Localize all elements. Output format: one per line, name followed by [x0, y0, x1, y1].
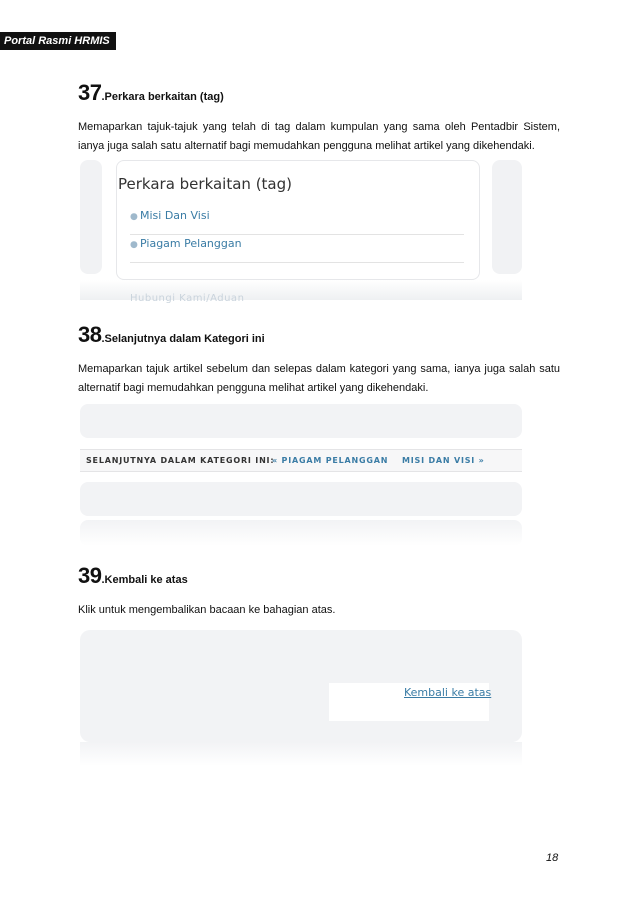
- section-number: 38: [78, 322, 102, 347]
- related-tags-title: Perkara berkaitan (tag): [118, 175, 292, 193]
- category-nav-bar: [80, 449, 522, 472]
- screenshot-bg-left: [80, 160, 102, 274]
- section-title: .Kembali ke atas: [101, 574, 188, 586]
- screenshot-bg-top: [80, 404, 522, 438]
- section-39-heading: [78, 563, 188, 589]
- next-article-link[interactable]: MISI DAN VISI »: [402, 456, 485, 465]
- related-tag-label: Piagam Pelanggan: [140, 237, 242, 250]
- prev-article-link[interactable]: « PIAGAM PELANGGAN: [272, 456, 389, 465]
- section-39-description: Klik untuk mengembalikan bacaan ke bahagian atas.: [78, 604, 336, 616]
- screenshot-bg-right: [492, 160, 522, 274]
- section-title: .Selanjutnya dalam Kategori ini: [101, 333, 265, 345]
- portal-header-tab: Portal Rasmi HRMIS: [0, 32, 116, 50]
- bullet-icon: ●: [130, 240, 138, 250]
- related-tag-item-faded: Hubungi Kami/Aduan: [130, 293, 245, 304]
- screenshot-bg-fade: [80, 520, 522, 546]
- section-37-description: Memaparkan tajuk-tajuk yang telah di tag dalam kumpulan yang sama oleh Pentadbir Sistem, ianya juga salah satu alternatif bagi memudahkan pengguna melihat artikel yang dikehendaki.: [78, 121, 560, 152]
- back-to-top-link[interactable]: Kembali ke atas: [404, 686, 492, 699]
- screenshot-fade: [80, 742, 522, 766]
- section-number: 39: [78, 563, 102, 588]
- bullet-icon: ●: [130, 212, 138, 222]
- section-title: .Perkara berkaitan (tag): [101, 91, 224, 103]
- related-tag-item-misi[interactable]: [130, 209, 464, 235]
- section-38-heading: [78, 322, 265, 348]
- related-tag-label: Misi Dan Visi: [140, 209, 210, 222]
- page-number: 18: [546, 852, 559, 864]
- screenshot-bg-bottom: [80, 482, 522, 516]
- category-nav-label: SELANJUTNYA DALAM KATEGORI INI:: [86, 456, 275, 465]
- section-number: 37: [78, 80, 102, 105]
- section-38-description: Memaparkan tajuk artikel sebelum dan selepas dalam kategori yang sama, ianya juga salah satu alternatif bagi memudahkan pengguna melihat artikel yang dikehendaki.: [78, 363, 560, 394]
- related-tag-item-piagam[interactable]: [130, 237, 464, 263]
- section-37-heading: [78, 80, 224, 106]
